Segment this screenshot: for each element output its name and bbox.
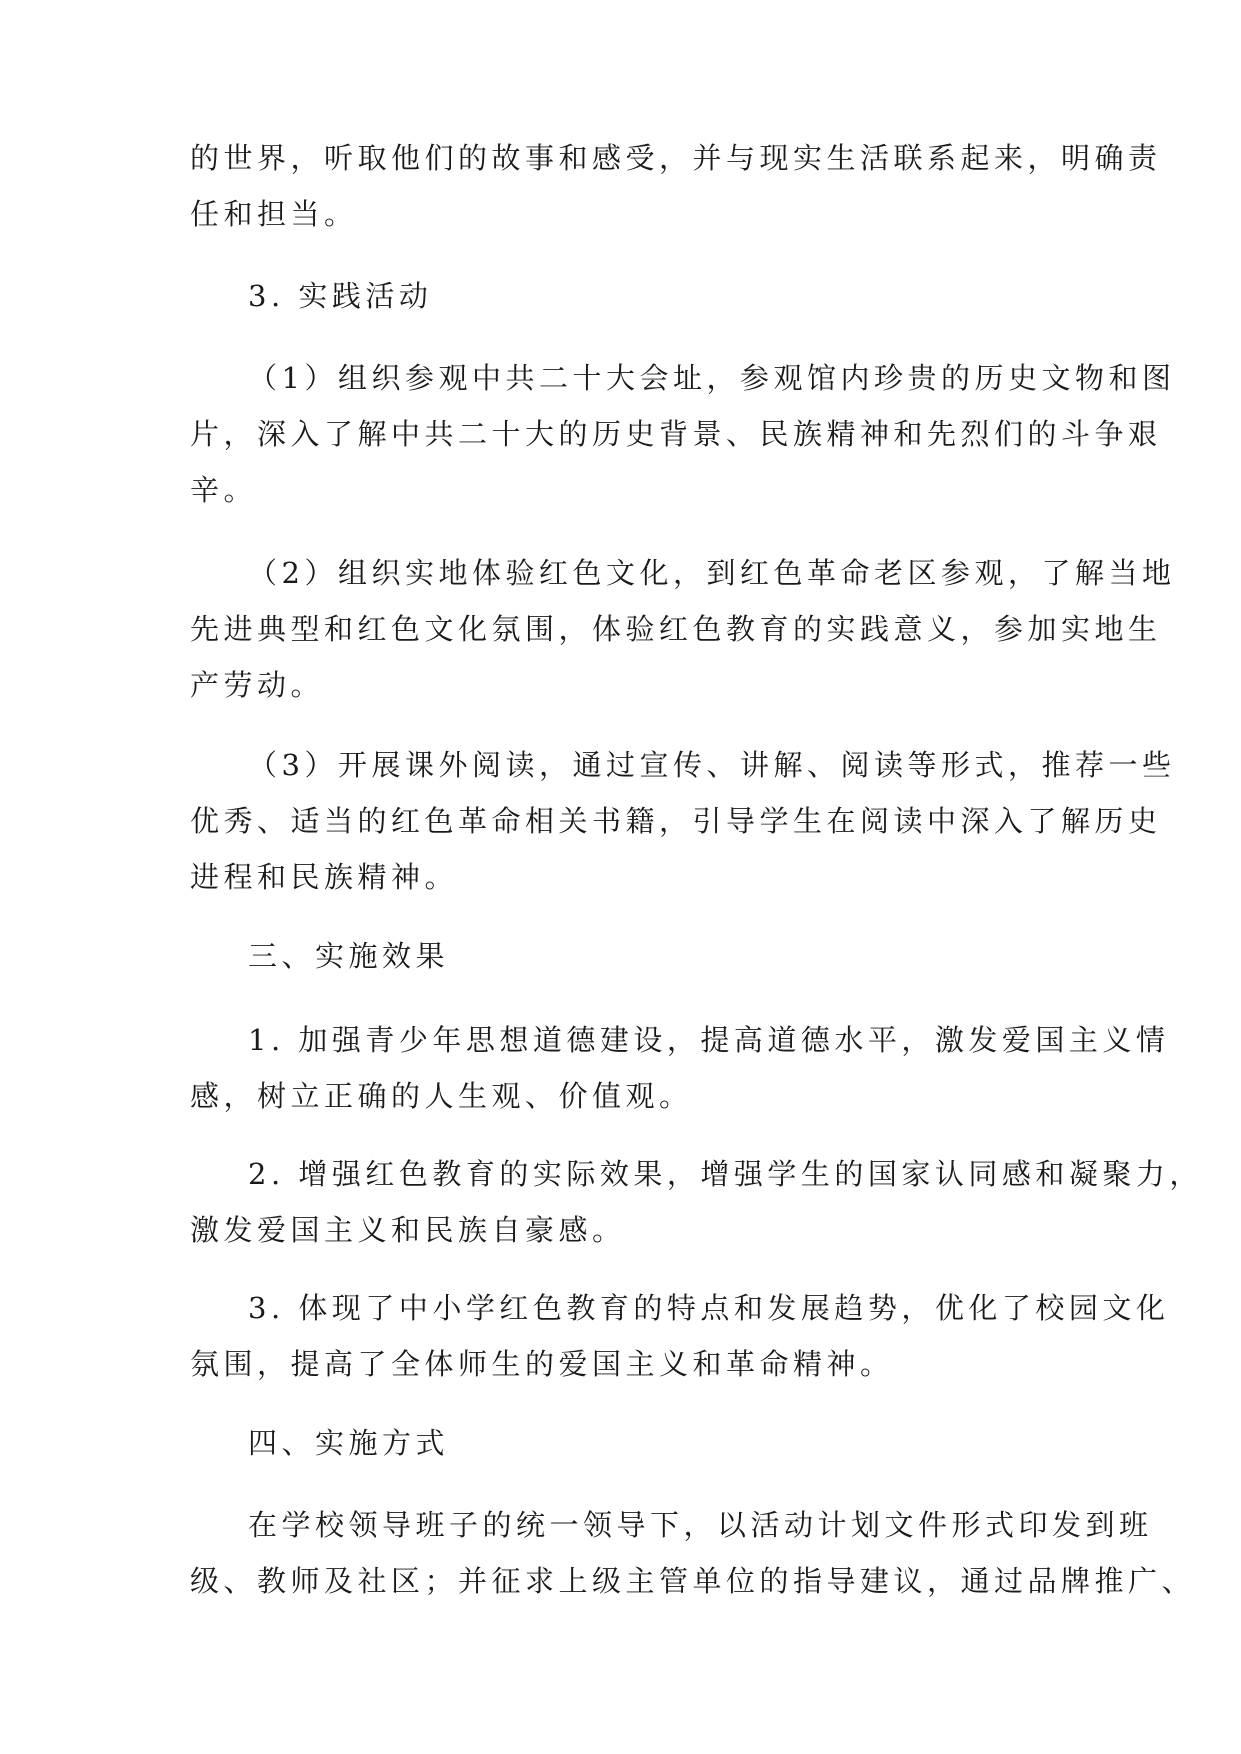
text-line: 3. 体现了中小学红色教育的特点和发展趋势，优化了校园文化 [248, 1291, 1170, 1325]
text-line: 先进典型和红色文化氛围，体验红色教育的实践意义，参加实地生 [190, 612, 1162, 646]
paragraph-effect-3 [190, 1280, 1170, 1392]
text-line: 任和担当。 [190, 197, 358, 231]
section-heading: 三、实施效果 [248, 939, 450, 973]
text-line: 在学校领导班子的统一领导下，以活动计划文件形式印发到班 [248, 1508, 1153, 1542]
text-line: 产劳动。 [190, 668, 325, 702]
text-line: 优秀、适当的红色革命相关书籍，引导学生在阅读中深入了解历史 [190, 804, 1162, 838]
text-line: 进程和民族精神。 [190, 860, 459, 894]
text-line: （3）开展课外阅读，通过宣传、讲解、阅读等形式，推荐一些 [248, 748, 1176, 782]
section-heading: 3. 实践活动 [248, 279, 433, 313]
text-line: 激发爱国主义和民族自豪感。 [190, 1213, 626, 1247]
text-line: （1）组织参观中共二十大会址，参观馆内珍贵的历史文物和图 [248, 361, 1176, 395]
heading-implementation-effects [190, 928, 1070, 984]
paragraph-item-1 [190, 350, 1176, 518]
text-line: 的世界，听取他们的故事和感受，并与现实生活联系起来，明确责 [190, 141, 1162, 175]
paragraph-item-2 [190, 545, 1176, 713]
paragraph-item-3 [190, 737, 1176, 905]
paragraph-effect-2 [190, 1146, 1203, 1258]
text-line: 感，树立正确的人生观、价值观。 [190, 1079, 693, 1113]
text-line: （2）组织实地体验红色文化，到红色革命老区参观，了解当地 [248, 556, 1176, 590]
text-line: 辛。 [190, 473, 258, 507]
paragraph-effect-1 [190, 1012, 1170, 1124]
paragraph-continuation [190, 130, 1162, 242]
text-line: 1. 加强青少年思想道德建设，提高道德水平，激发爱国主义情 [248, 1023, 1170, 1057]
text-line: 级、教师及社区；并征求上级主管单位的指导建议，通过品牌推广、 [190, 1564, 1196, 1598]
heading-practice-activities [190, 268, 1070, 324]
heading-implementation-methods [190, 1415, 1070, 1471]
section-heading: 四、实施方式 [248, 1426, 450, 1460]
paragraph-methods [190, 1497, 1196, 1609]
text-line: 2. 增强红色教育的实际效果，增强学生的国家认同感和凝聚力， [248, 1157, 1203, 1191]
text-line: 氛围，提高了全体师生的爱国主义和革命精神。 [190, 1347, 894, 1381]
text-line: 片，深入了解中共二十大的历史背景、民族精神和先烈们的斗争艰 [190, 417, 1162, 451]
